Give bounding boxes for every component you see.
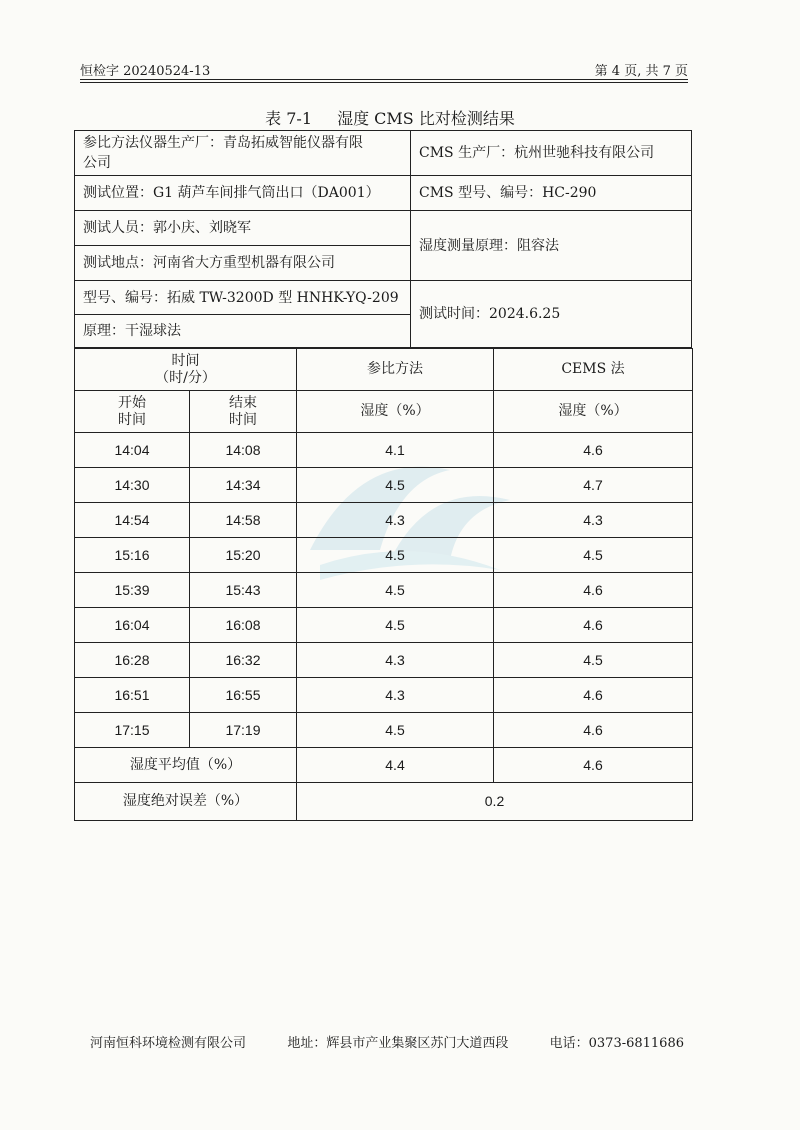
table-row	[75, 573, 693, 608]
table-row	[75, 643, 693, 678]
page-header	[80, 60, 688, 80]
cell-cems: 4.5	[494, 538, 693, 573]
end-time-header: 结束 时间	[190, 391, 297, 433]
cell-end: 15:20	[190, 538, 297, 573]
cell-cems: 4.6	[494, 713, 693, 748]
test-position: 测试位置：G1 葫芦车间排气筒出口（DA001）	[83, 185, 380, 201]
header-rule-thin	[80, 82, 688, 83]
average-row	[75, 748, 693, 783]
cms-principle: 湿度测量原理：阻容法	[419, 237, 559, 254]
table-row	[75, 538, 693, 573]
table-number: 表 7-1	[265, 109, 312, 128]
start-time-header: 开始 时间	[75, 391, 190, 433]
cell-end: 16:08	[190, 608, 297, 643]
average-cems: 4.6	[494, 748, 693, 783]
humidity-comparison-table	[74, 348, 693, 821]
test-time: 测试时间：2024.6.25	[419, 306, 561, 322]
average-label: 湿度平均值（%）	[75, 748, 297, 783]
cell-end: 14:58	[190, 503, 297, 538]
test-info-block	[74, 130, 692, 348]
document-number: 恒检字 20240524-13	[80, 64, 211, 79]
cell-ref: 4.3	[297, 678, 494, 713]
abs-error-label: 湿度绝对误差（%）	[75, 783, 297, 821]
cell-ref: 4.5	[297, 538, 494, 573]
cell-ref: 4.3	[297, 643, 494, 678]
ref-humidity-unit: 湿度（%）	[297, 391, 494, 433]
instrument-model: 型号、编号：拓威 TW-3200D 型 HNHK-YQ-209	[83, 289, 399, 306]
table-subheader-row	[75, 391, 693, 433]
cell-end: 17:19	[190, 713, 297, 748]
cell-ref: 4.5	[297, 713, 494, 748]
cell-start: 15:39	[75, 573, 190, 608]
page-indicator: 第 4 页, 共 7 页	[594, 64, 688, 79]
test-location: 测试地点：河南省大方重型机器有限公司	[83, 255, 335, 271]
table-row	[75, 678, 693, 713]
table-row	[75, 433, 693, 468]
cell-end: 14:08	[190, 433, 297, 468]
table-body	[75, 433, 693, 748]
time-header: 时间 （时/分）	[75, 349, 297, 391]
cell-start: 14:30	[75, 468, 190, 503]
ref-instrument-maker: 参比方法仪器生产厂：青岛拓威智能仪器有限 公司	[83, 135, 363, 171]
cell-start: 16:28	[75, 643, 190, 678]
cell-start: 16:51	[75, 678, 190, 713]
cell-end: 16:32	[190, 643, 297, 678]
cell-start: 14:04	[75, 433, 190, 468]
measurement-principle: 原理：干湿球法	[83, 323, 181, 339]
footer-address: 地址：辉县市产业集聚区苏门大道西段	[287, 1036, 509, 1051]
cell-cems: 4.6	[494, 608, 693, 643]
cems-method-header: CEMS 法	[494, 349, 693, 391]
cems-humidity-unit: 湿度（%）	[494, 391, 693, 433]
cms-maker: CMS 生产厂：杭州世驰科技有限公司	[419, 145, 655, 161]
cell-ref: 4.1	[297, 433, 494, 468]
cell-cems: 4.3	[494, 503, 693, 538]
cell-end: 14:34	[190, 468, 297, 503]
table-title: 湿度 CMS 比对检测结果	[337, 109, 515, 128]
cell-cems: 4.5	[494, 643, 693, 678]
cell-start: 16:04	[75, 608, 190, 643]
footer-company: 河南恒科环境检测有限公司	[90, 1036, 247, 1051]
header-rule	[80, 79, 688, 80]
cell-ref: 4.5	[297, 468, 494, 503]
table-row	[75, 503, 693, 538]
cell-cems: 4.6	[494, 678, 693, 713]
table-row	[75, 468, 693, 503]
cms-model: CMS 型号、编号：HC-290	[419, 185, 597, 201]
abs-error-value: 0.2	[297, 783, 693, 821]
cell-ref: 4.5	[297, 608, 494, 643]
ref-method-header: 参比方法	[297, 349, 494, 391]
cell-end: 16:55	[190, 678, 297, 713]
cell-start: 15:16	[75, 538, 190, 573]
average-ref: 4.4	[297, 748, 494, 783]
cell-start: 14:54	[75, 503, 190, 538]
cell-cems: 4.7	[494, 468, 693, 503]
page-footer	[90, 1032, 684, 1051]
cell-cems: 4.6	[494, 433, 693, 468]
table-row	[75, 608, 693, 643]
cell-end: 15:43	[190, 573, 297, 608]
table-row	[75, 713, 693, 748]
cell-ref: 4.5	[297, 573, 494, 608]
table-header-row	[75, 349, 693, 391]
cell-start: 17:15	[75, 713, 190, 748]
footer-phone: 电话：0373-6811686	[549, 1036, 684, 1051]
abs-error-row	[75, 783, 693, 821]
cell-ref: 4.3	[297, 503, 494, 538]
table-caption	[0, 106, 800, 129]
cell-cems: 4.6	[494, 573, 693, 608]
test-personnel: 测试人员：郭小庆、刘晓军	[83, 220, 251, 236]
